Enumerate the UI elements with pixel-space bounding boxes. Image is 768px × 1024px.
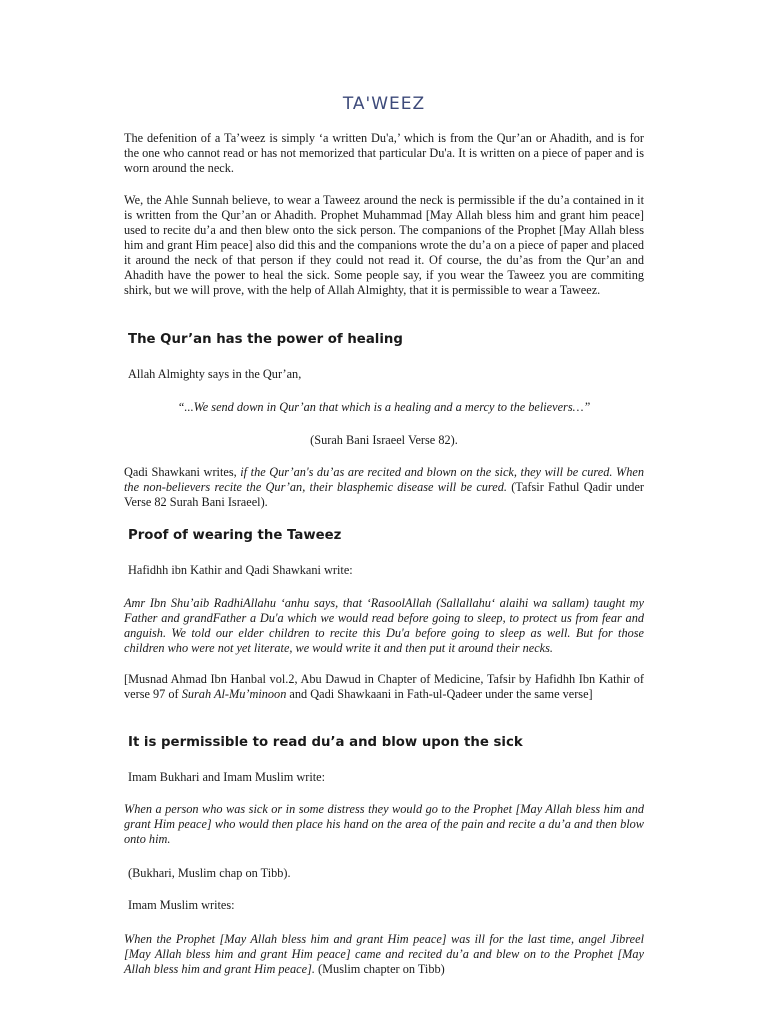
jibreel-reference: (Muslim chapter on Tibb) (314, 962, 445, 976)
belief-paragraph: We, the Ahle Sunnah believe, to wear a Taweez around the neck is permissible if the du’a contained in it is written from the Qur’an or Ahadith. Prophet Muhammad [May Allah bless him and grant him peace] used to recite du’a and then blew onto the sick person. The companions of the Prophet [May Allah bless him and grant Him peace] also did this and the companions wrote the du’a on a piece of paper and placed it around the neck of that person if they could not read it. Of course, the du’as from the Qur’an and Ahadith have the power to heal the sick. Some people say, if you wear the Taweez you are commiting shirk, but we will prove, with the help of Allah Almighty, that it is permissible to wear a Taweez. (124, 193, 644, 297)
bukhari-intro: Imam Bukhari and Imam Muslim write: (128, 770, 326, 784)
sick-narration (124, 802, 644, 847)
musnad-ref-b: and Qadi Shawkaani in Fath-ul-Qadeer under the same verse] (286, 687, 593, 701)
jibreel-narration-text: When the Prophet [May Allah bless him and grant Him peace] was ill for the last time, angel Jibreel [May Allah bless him and grant Him peace] came and recited du’a and blew on to the Prophet [May Allah bless him and grant Him peace]. (124, 932, 644, 976)
shawkani-quote: if the Qur’an's du’as are recited and blown on the sick, they will be cured. When the non-believers recite the Qur’an, their blasphemic disease will be cured. (124, 465, 644, 494)
shawkani-paragraph (124, 465, 644, 510)
amr-narration-text: Amr Ibn Shu’aib RadhiAllahu ‘anhu says, that ‘RasoolAllah (Sallallahu‘ alaihi wa sallam) taught my Father and grandFather a Du'a which we would read before going to sleep, to protect us from fear and anguish. We told our elder children to recite this Du'a before going to sleep as well. But for those children who were not yet literate, we would write it and then put it around their necks. (124, 596, 644, 655)
sick-narration-text: When a person who was sick or in some distress they would go to the Prophet [May Allah bless him and grant Him peace] who would then place his hand on the area of the pain and recite a du’a and then blow onto him. (124, 802, 644, 846)
page-title: TA'WEEZ (342, 94, 426, 114)
jibreel-narration (124, 932, 644, 977)
allah-says-paragraph: Allah Almighty says in the Qur’an, (128, 367, 302, 381)
heading-blow-upon-sick: It is permissible to read du’a and blow upon the sick (128, 735, 523, 750)
heading-quran-healing: The Qur’an has the power of healing (128, 332, 403, 347)
quran-quote (124, 400, 644, 415)
bukhari-reference: (Bukhari, Muslim chap on Tibb). (128, 866, 291, 880)
amr-narration (124, 596, 644, 656)
musnad-ref-surah: Surah Al-Mu’minoon (181, 687, 287, 701)
muslim-intro: Imam Muslim writes: (128, 898, 235, 912)
quran-quote-text: “...We send down in Qur’an that which is a healing and a mercy to the believers…” (177, 400, 591, 414)
quran-reference: (Surah Bani Israeel Verse 82). (310, 433, 458, 447)
shawkani-reference: (Tafsir Fathul Qadir under Verse 82 Surah Bani Israeel). (124, 480, 644, 509)
musnad-ref-a: [Musnad Ahmad Ibn Hanbal vol.2, Abu Dawud in Chapter of Medicine, Tafsir by Hafidhh Ibn Kathir of verse 97 of (124, 672, 644, 701)
definition-paragraph: The defenition of a Ta’weez is simply ‘a written Du'a,’ which is from the Qur’an or Ahadith, and is for the one who cannot read or has not memorized that particular Du'a. It is written on a piece of paper and is worn around the neck. (124, 131, 644, 175)
heading-wearing-taweez: Proof of wearing the Taweez (128, 528, 342, 543)
shawkani-lead: Qadi Shawkani writes, (124, 465, 241, 479)
musnad-reference (124, 672, 644, 702)
kathir-intro: Hafidhh ibn Kathir and Qadi Shawkani write: (128, 563, 353, 577)
